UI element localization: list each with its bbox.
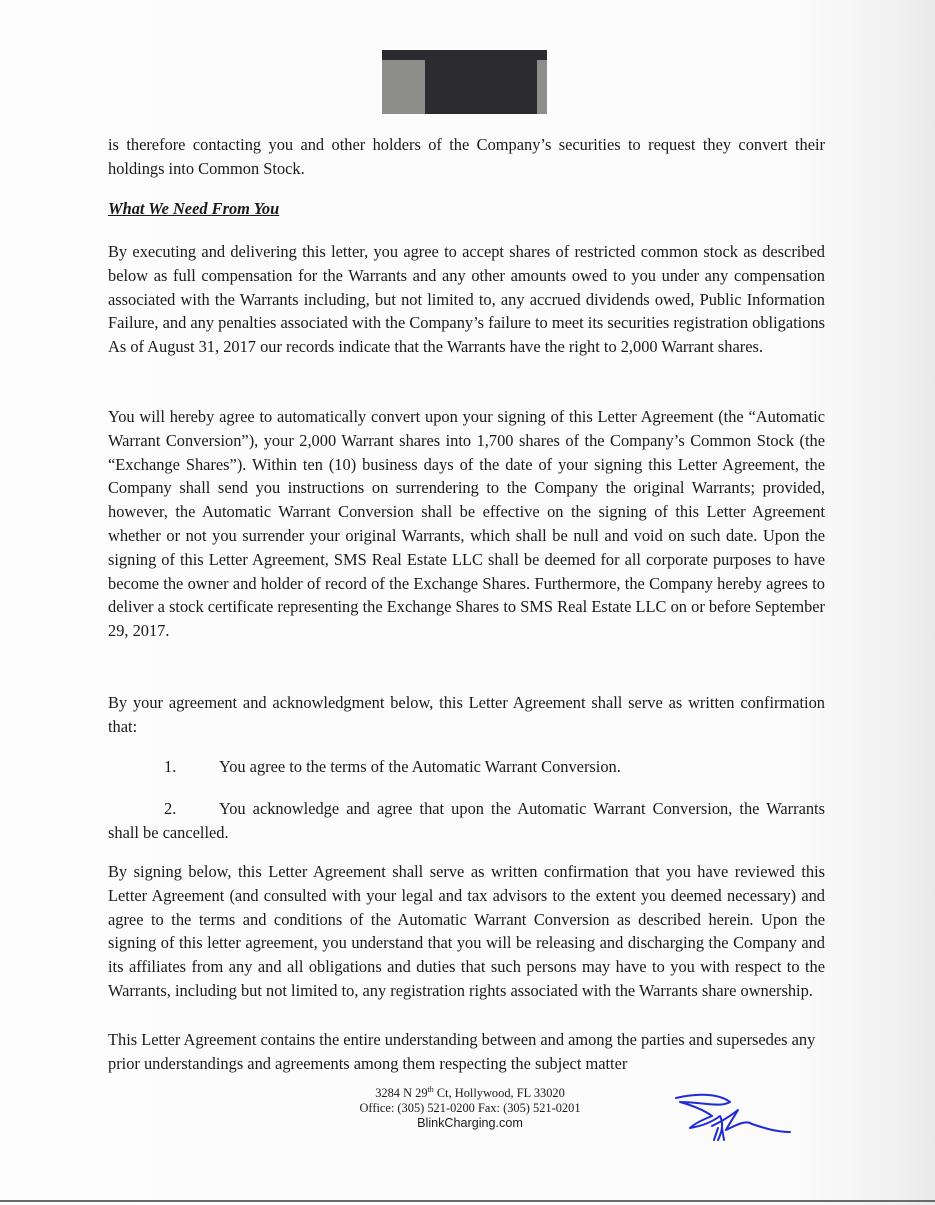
list-number: 2. [164, 799, 177, 818]
signature-initials-icon [672, 1088, 797, 1144]
intro-continuation: is therefore contacting you and other holders of the Company’s securities to request they convert their holdings into Common Stock. [108, 135, 825, 178]
paragraph-release: By signing below, this Letter Agreement shall serve as written confirmation that you have reviewed this Letter Agreement (and consulted with your legal and tax advisors to the extent you deemed necessary) and agree to the terms and conditions of the Automatic Warrant Conversion as described herein. Upon the signing of this letter agreement, you understand that you will be releasing and discharging the Company and its affiliates from any and all obligations and duties that such persons may have to you with respect to the Warrants, including but not limited to, any registration rights associated with the Warrants share ownership. [108, 862, 825, 1000]
list-item-2 [108, 797, 825, 845]
logo-left-panel [382, 60, 425, 114]
paragraph-confirmation: By your agreement and acknowledgment below, this Letter Agreement shall serve as written confirmation that: [108, 693, 825, 736]
list-number: 1. [164, 757, 177, 776]
footer-phone: Office: (305) 521-0200 Fax: (305) 521-0201 [359, 1101, 581, 1116]
paragraph-entire-agreement: This Letter Agreement contains the entire understanding between and among the parties and supersedes any prior understandings and agreements among them respecting the subject matter [108, 1030, 816, 1073]
list-text: You agree to the terms of the Automatic Warrant Conversion. [219, 757, 621, 776]
footer-address: 3284 N 29th Ct, Hollywood, FL 33020 [375, 1085, 565, 1101]
paragraph-compensation: By executing and delivering this letter, you agree to accept shares of restricted common stock as described below as full compensation for the Warrants and any other amounts owed to you under any compensation associated with the Warrants including, but not limited to, any accrued dividends owed, Public Information Failure, and any penalties associated with the Company’s failure to meet its securities registration obligations As of August 31, 2017 our records indicate that the Warrants have the right to 2,000 Warrant shares. [108, 242, 825, 357]
list-text: You acknowledge and agree that upon the Automatic Warrant Conversion, the Warrants shall be cancelled. [108, 799, 825, 842]
paragraph-conversion: You will hereby agree to automatically convert upon your signing of this Letter Agreement (the “Automatic Warrant Conversion”), your 2,000 Warrant shares into 1,700 shares of the Company’s Common Stock (the “Exchange Shares”). Within ten (10) business days of the date of your signing this Letter Agreement, the Company shall send you instructions on surrendering to the Company the original Warrants; provided, however, the Automatic Warrant Conversion shall be effective on the signing of this Letter Agreement whether or not you surrender your original Warrants, which shall be null and void on such date. Upon the signing of this Letter Agreement, SMS Real Estate LLC shall be deemed for all corporate purposes to have become the owner and holder of record of the Exchange Shares. Furthermore, the Company hereby agrees to deliver a stock certificate representing the Exchange Shares to SMS Real Estate LLC on or before September 29, 2017. [108, 407, 825, 641]
page-bottom-edge [0, 1200, 935, 1202]
letterhead-footer [300, 1082, 640, 1131]
company-logo [382, 50, 547, 114]
list-item-1 [108, 755, 825, 779]
footer-website: BlinkCharging.com [417, 1116, 523, 1131]
logo-right-panel [537, 60, 547, 114]
section-heading: What We Need From You [108, 199, 280, 218]
